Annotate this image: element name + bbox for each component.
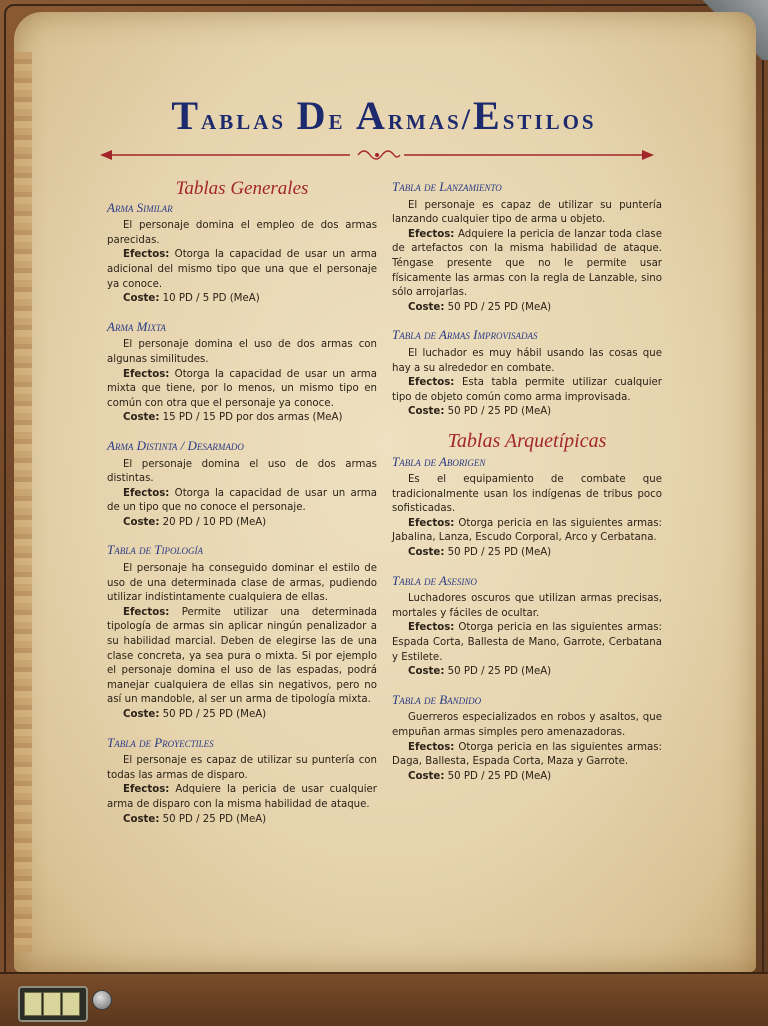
efectos-label: Efectos: [408,377,455,389]
section-coste [392,301,662,316]
group-title-arquetipicas: Tablas Arquetípicas [447,429,607,452]
section-right-b-1 [392,574,662,680]
section-description: Es el equipamiento de combate que tradicionalmente usan los indígenas de tribus poco sofisticadas. [392,474,662,515]
section-description: El luchador es muy hábil usando las cosas que hay a su alrededor en combate. [392,347,662,374]
efectos-label: Efectos: [408,228,455,240]
coste-label: Coste: [408,547,445,559]
section-title: Arma Distinta / Desarmado [107,437,244,453]
efectos-text: Adquiere la pericia de usar cualquier arma de disparo con la misma habilidad de ataque. [107,784,377,810]
section-efectos [392,517,662,546]
coste-label: Coste: [408,406,445,418]
efectos-text: Otorga pericia en las siguientes armas: Espada Corta, Ballesta de Mano, Garrote, Cerbatana y Estilete. [392,622,662,663]
coste-value: 10 PD / 5 PD (MeA) [162,293,260,305]
metal-knob-icon [92,990,112,1010]
section-coste [392,770,662,785]
coste-label: Coste: [408,301,445,313]
section-coste [107,516,377,531]
coste-label: Coste: [408,770,445,782]
section-coste [107,813,377,828]
coste-value: 50 PD / 25 PD (MeA) [162,813,267,825]
efectos-text: Otorga la capacidad de usar un arma de un tipo que no conoce el personaje. [107,487,377,514]
section-title: Arma Similar [107,199,173,215]
section-title: Tabla de Bandido [392,691,482,707]
section-efectos [392,376,662,405]
efectos-label: Efectos: [123,249,170,261]
left-column [107,180,377,840]
section-right-b-0 [392,455,662,561]
efectos-label: Efectos: [123,606,170,618]
efectos-label: Efectos: [123,368,170,380]
section-description: Luchadores oscuros que utilizan armas precisas, mortales y fáciles de ocultar. [392,593,662,619]
section-description: El personaje domina el empleo de dos armas parecidas. [107,220,377,246]
section-description: El personaje es capaz de utilizar su puntería con todas las armas de disparo. [107,755,377,781]
section-title: Tabla de Lanzamiento [392,179,502,194]
section-left-4 [107,736,377,828]
coste-label: Coste: [123,709,160,720]
section-title: Arma Mixta [107,318,166,334]
section-efectos [392,741,662,770]
section-efectos [107,783,377,812]
section-title: Tabla de Asesino [392,572,477,588]
section-coste [107,708,377,723]
section-left-0 [107,201,377,307]
coste-label: Coste: [408,666,445,678]
section-title: Tabla de Proyectiles [107,734,214,750]
section-title: Tabla de Armas Improvisadas [392,327,538,343]
section-description: El personaje ha conseguido dominar el estilo de uso de una determinada clase de armas, pudiendo utilizar indistintamente cualquiera de ellas. [107,563,377,604]
section-coste [392,405,662,420]
efectos-text: Adquiere la pericia de lanzar toda clase de artefactos con la misma habilidad de ataque. Téngase presente que no le permite usar físicamente las armas con la regla de Lanzable, sino sólo arrojarlas. [392,228,663,299]
section-left-3 [107,543,377,722]
coste-label: Coste: [123,293,160,305]
section-title: Tabla de Aborigen [392,453,486,469]
section-efectos [107,248,377,292]
coste-label: Coste: [123,813,160,825]
section-description: El personaje domina el uso de dos armas distintas. [107,458,377,485]
section-title: Tabla de Tipología [107,542,203,558]
efectos-text: Permite utilizar una determinada tipología de armas sin aplicar ningún penalizador a su habilidad marcial. Deben de elegirse las de una clase concreta, ya sea pura o mixta. Si por ejemplo el personaje domina el uso de las espadas, podrá manejar cualquiera de ellas sin negativos, pero no así un mandoble, al ser un arma de tipología mixta. [107,606,377,706]
group-title-generales: Tablas Generales [175,178,309,199]
section-efectos [392,228,662,301]
coste-value: 15 PD / 15 PD por dos armas (MeA) [162,412,343,424]
section-right-a-1 [392,328,662,420]
section-coste [107,411,377,426]
section-description: El personaje es capaz de utilizar su puntería lanzando cualquier tipo de arma u objeto. [392,199,662,226]
section-efectos [107,606,377,708]
section-left-2 [107,439,377,531]
section-efectos [392,621,662,665]
right-column [392,180,662,797]
coste-value: 50 PD / 25 PD (MeA) [162,709,267,720]
coste-value: 20 PD / 10 PD (MeA) [162,516,267,528]
coste-label: Coste: [123,516,160,528]
section-right-a-0 [392,180,662,315]
coste-value: 50 PD / 25 PD (MeA) [447,547,552,559]
section-coste [392,546,662,561]
section-efectos [107,368,377,412]
coste-value: 50 PD / 25 PD (MeA) [447,666,552,678]
efectos-text: Esta tabla permite utilizar cualquier tipo de objeto común como arma improvisada. [392,377,662,403]
section-coste [107,292,377,307]
efectos-label: Efectos: [408,741,455,753]
efectos-label: Efectos: [408,622,455,634]
section-right-b-2 [392,693,662,785]
coste-value: 50 PD / 25 PD (MeA) [447,406,552,418]
efectos-text: Otorga pericia en las siguientes armas: Jabalina, Lanza, Escudo Corporal, Arco y Cerbatana. [392,517,662,544]
coste-value: 50 PD / 25 PD (MeA) [447,770,552,782]
bottom-frame-bar [0,972,768,1026]
section-efectos [107,487,377,516]
efectos-label: Efectos: [123,487,170,499]
efectos-label: Efectos: [408,517,455,529]
scroll-slot-indicator-icon [18,986,88,1022]
coste-label: Coste: [123,412,160,424]
section-description: Guerreros especializados en robos y asaltos, que empuñan armas simples pero amenazadoras. [392,712,662,738]
ornamental-divider-icon [100,146,654,164]
section-description: El personaje domina el uso de dos armas con algunas similitudes. [107,339,377,365]
efectos-text: Otorga la capacidad de usar un arma adicional del mismo tipo que una que el personaje ya conoce. [107,249,377,290]
torn-left-edge [14,52,32,952]
page-title: Tablas De Armas/Estilos [171,93,597,138]
section-left-1 [107,320,377,426]
efectos-text: Otorga pericia en las siguientes armas: Daga, Ballesta, Espada Corta, Maza y Garrote. [392,741,662,768]
coste-value: 50 PD / 25 PD (MeA) [447,301,552,313]
efectos-label: Efectos: [123,784,170,796]
section-coste [392,665,662,680]
efectos-text: Otorga la capacidad de usar un arma mixta que tiene, por lo menos, un mismo tipo en común con otra que el personaje ya conoce. [107,368,377,409]
